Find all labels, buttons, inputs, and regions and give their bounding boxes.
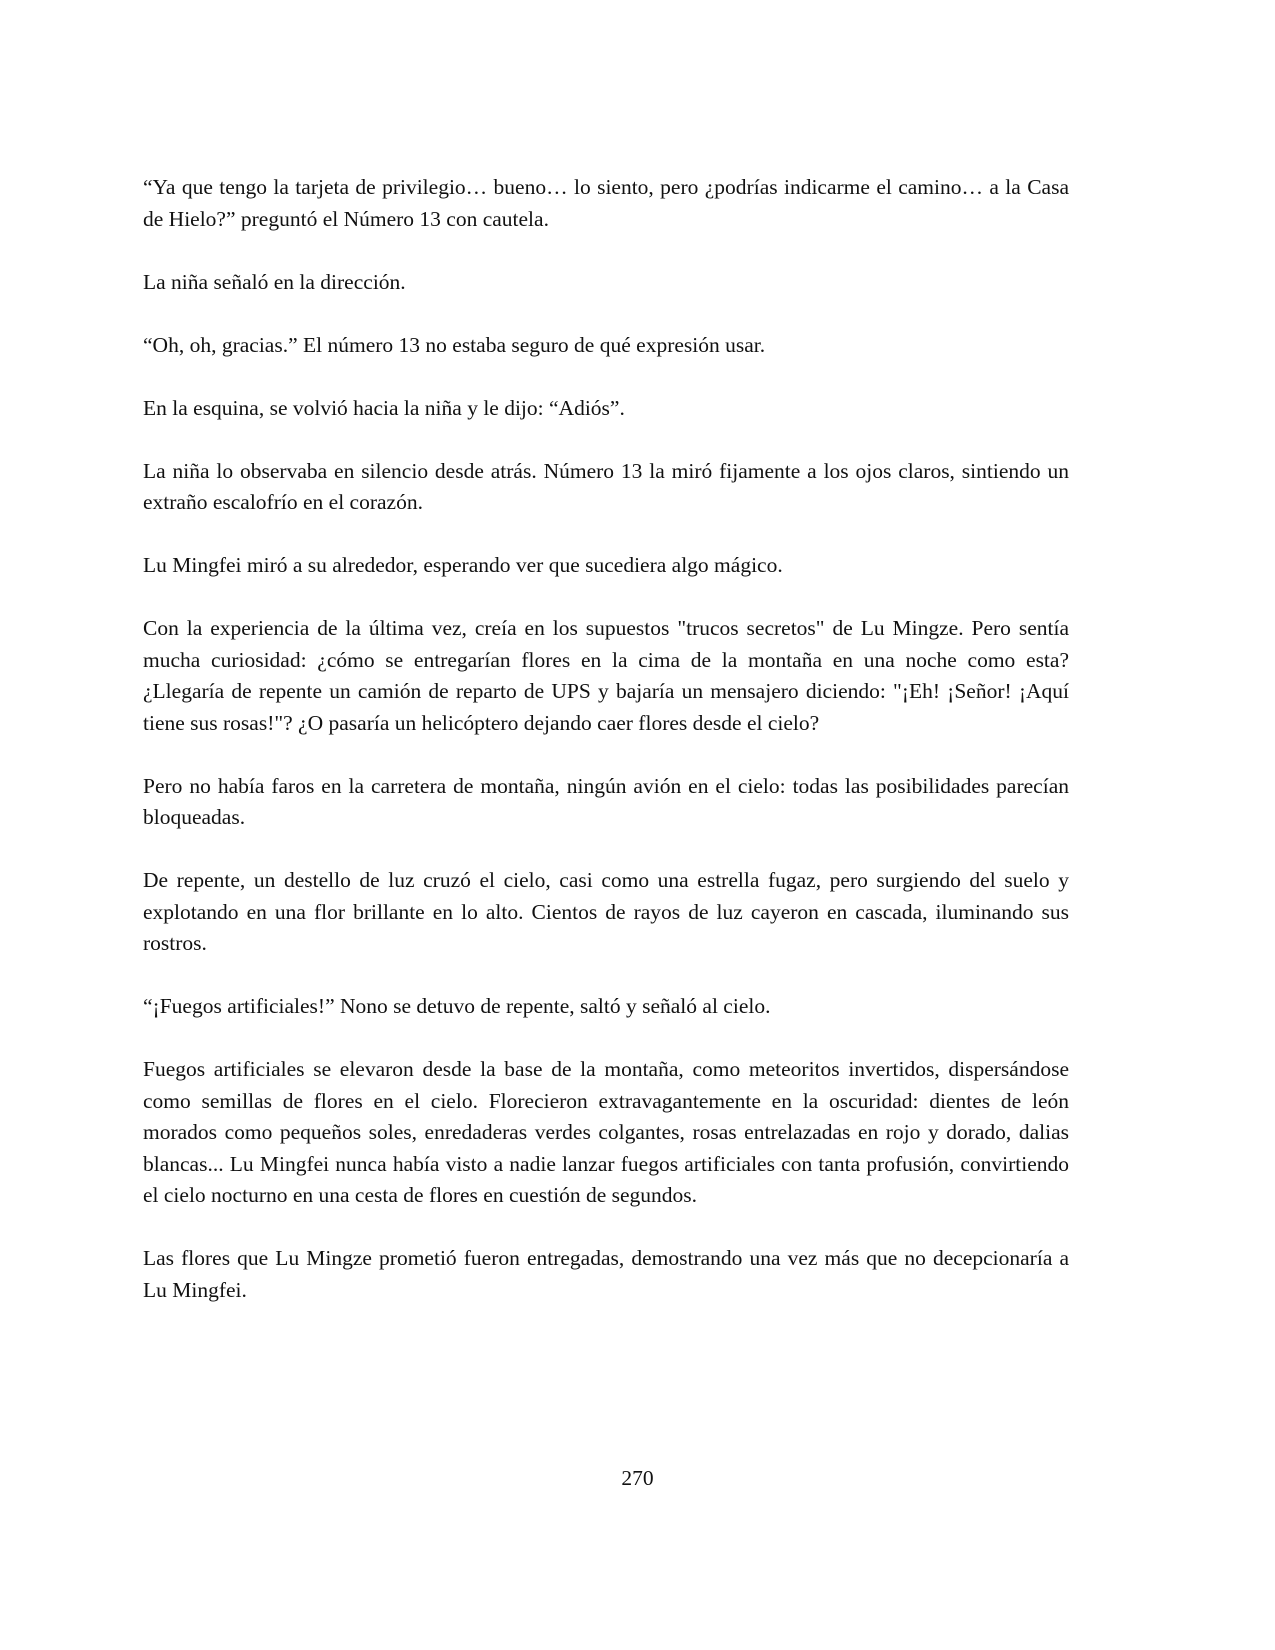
paragraph: “Ya que tengo la tarjeta de privilegio… bueno… lo siento, pero ¿podrías indicarme el camino… a la Casa de Hielo?” preguntó el Número 13 con cautela. xyxy=(143,175,1069,231)
document-body xyxy=(143,172,1069,1338)
paragraph: Pero no había faros en la carretera de montaña, ningún avión en el cielo: todas las posibilidades parecían bloqueadas. xyxy=(143,773,1069,829)
paragraph: La niña lo observaba en silencio desde atrás. Número 13 la miró fijamente a los ojos claros, sintiendo un extraño escalofrío en el corazón. xyxy=(143,458,1069,514)
paragraph: De repente, un destello de luz cruzó el cielo, casi como una estrella fugaz, pero surgiendo del suelo y explotando en una flor brillante en lo alto. Cientos de rayos de luz cayeron en cascada, iluminando sus rostros. xyxy=(143,868,1069,955)
paragraph: “¡Fuegos artificiales!” Nono se detuvo de repente, saltó y señaló al cielo. xyxy=(143,994,771,1018)
page-number: 270 xyxy=(621,1466,654,1490)
paragraph: “Oh, oh, gracias.” El número 13 no estaba seguro de qué expresión usar. xyxy=(143,332,766,357)
paragraph: Lu Mingfei miró a su alrededor, esperando ver que sucediera algo mágico. xyxy=(143,553,783,577)
paragraph: La niña señaló en la dirección. xyxy=(143,269,406,294)
paragraph: Con la experiencia de la última vez, creía en los supuestos "trucos secretos" de Lu Mingze. Pero sentía mucha curiosidad: ¿cómo se entregarían flores en la cima de la montaña en una noche como esta? ¿Llegaría de repente un camión de reparto de UPS y bajaría un mensajero diciendo: "¡Eh! ¡Señor! ¡Aquí tiene sus rosas!"? ¿O pasaría un helicóptero dejando caer flores desde el cielo? xyxy=(143,616,1069,735)
paragraph: Fuegos artificiales se elevaron desde la base de la montaña, como meteoritos invertidos, dispersándose como semillas de flores en el cielo. Florecieron extravagantemente en la oscuridad: dientes de león morados como pequeños soles, enredaderas verdes colgantes, rosas entrelazadas en rojo y dorado, dalias blancas... Lu Mingfei nunca había visto a nadie lanzar fuegos artificiales con tanta profusión, convirtiendo el cielo nocturno en una cesta de flores en cuestión de segundos. xyxy=(143,1057,1069,1207)
paragraph: En la esquina, se volvió hacia la niña y le dijo: “Adiós”. xyxy=(143,395,625,420)
paragraph: Las flores que Lu Mingze prometió fueron entregadas, demostrando una vez más que no decepcionaría a Lu Mingfei. xyxy=(143,1246,1069,1302)
